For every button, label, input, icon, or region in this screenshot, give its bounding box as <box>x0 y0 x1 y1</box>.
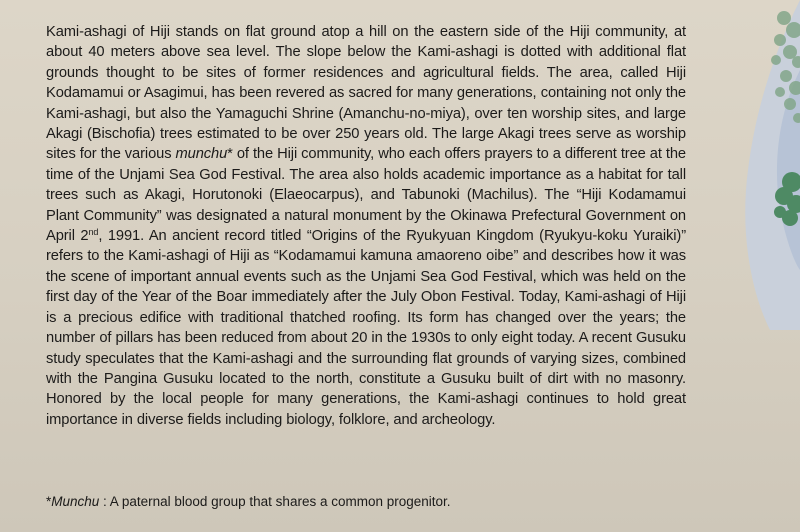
munchu-term: munchu <box>175 146 228 163</box>
footnote-term: Munchu <box>51 494 100 509</box>
text-segment: , 1991. An ancient record titled “Origins of the Ryukyuan Kingdom (Ryukyu-koku Yuraiki)” refers to the Kami-ashagi of Hiji as “Kodamamui kamuna amaoreno oibe” and describes how it was the scene of important annual events such as the Unjami Sea God Festival, which was held on the first day of the Year of the Boar immediately after the July Obon Festival. Today, Kami-ashagi of Hiji is a precious edifice with traditional thatched roofing. Its form has changed over the years; the number of pillars has been reduced from about 20 in the 1930s to only eight today. A recent Gusuku study speculates that the Kami-ashagi and the surrounding flat grounds of varying sizes, combined with the Pangina Gusuku located to the north, constitute a Gusuku built of dirt with no masonry. Honored by the local people for many generations, the Kami-ashagi continues to hold great importance in diverse fields including biology, folklore, and archeology. <box>46 228 686 428</box>
main-paragraph <box>46 22 686 430</box>
ordinal-suffix: nd <box>88 227 99 238</box>
map-illustration <box>710 0 800 330</box>
footnote-marker: * <box>46 494 52 509</box>
footnote-definition: : A paternal blood group that shares a common progenitor. <box>99 494 451 509</box>
footnote <box>46 494 706 509</box>
text-segment: * of the Hiji community, who each offers prayers to a different tree at the time of the Unjami Sea God Festival. The area also holds academic importance as a habitat for tall trees such as Akagi, Horutonoki (Elaeocarpus), and Tabunoki (Machilus). The “Hiji Kodamamui Plant Community” was designated a natural monument by the Okinawa Prefectural Government on April 2 <box>46 146 686 245</box>
text-segment: Kami-ashagi of Hiji stands on flat ground atop a hill on the eastern side of the Hiji community, at about 40 meters above sea level. The slope below the Kami-ashagi is dotted with additional flat grounds thought to be sites of former residences and agricultural fields. The area, called Hiji Kodamamui or Asagimui, has been revered as sacred for many generations, containing not only the Kami-ashagi, but also the Yamaguchi Shrine (Amanchu-no-miya), over ten worship sites, and large Akagi (Bischofia) trees estimated to be over 250 years old. The large Akagi trees serve as worship sites for the various <box>46 24 686 163</box>
